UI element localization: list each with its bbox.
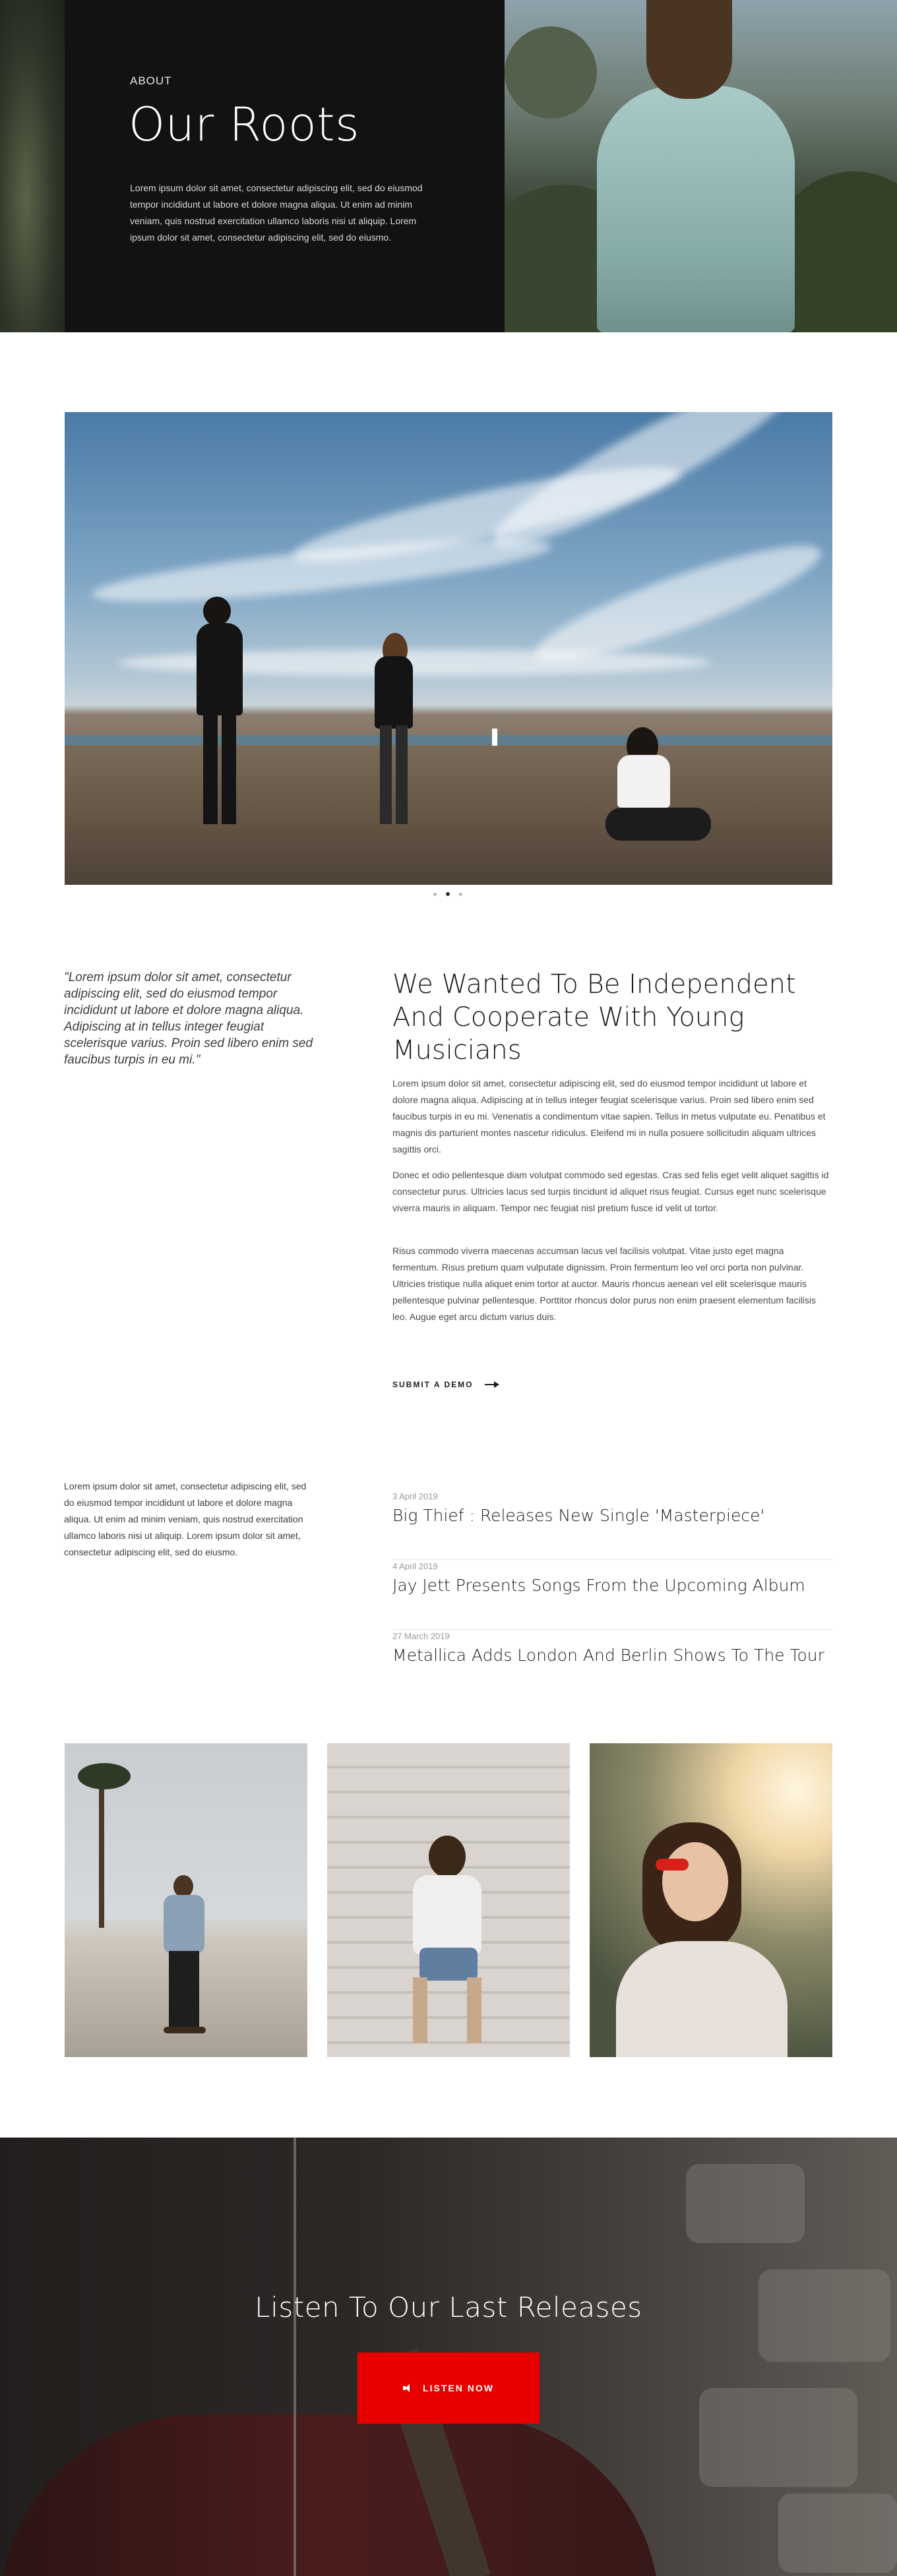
intro-paragraph: Lorem ipsum dolor sit amet, consectetur adipiscing elit, sed do eiusmod tempor incididunt ut labore et dolore magna aliqua. Adipiscing at in tellus integer feugiat scelerisque varius. Proin sed libero enim sed faucibus turpis in eu mi. Venenatis a condimentum vitae sapien. Tellus in metus vulputate eu. Penatibus et magnis dis parturient montes nascetur ridiculus. Eleifend mi in nulla posuere sollicitudin aliquam ultrices sagittis orci. bbox=[392, 1078, 826, 1154]
slider-dot[interactable] bbox=[433, 893, 437, 896]
intro-quote: "Lorem ipsum dolor sit amet, consectetur adipiscing elit, sed do eiusmod tempor incididunt ut labore et dolore magna aliqua. Adipiscing at in tellus integer feugiat scelerisque varius. Proin sed libero enim sed faucibus turpis in eu mi." bbox=[64, 971, 313, 1067]
news-date: 4 April 2019 bbox=[392, 1561, 438, 1571]
gallery-image-skater[interactable] bbox=[65, 1743, 307, 2057]
arrow-right-icon bbox=[485, 1381, 499, 1388]
gallery-image-stairs[interactable] bbox=[327, 1743, 570, 2057]
listen-now-label: LISTEN NOW bbox=[423, 2383, 494, 2393]
intro-paragraph: Risus commodo viverra maecenas accumsan lacus vel facilisis volutpat. Vitae justo eget magna fermentum. Risus pretium quam vulputate dignissim. Proin fermentum leo vel orci porta non pulvinar. Ultricies tristique nulla aliquet enim tortor at auctor. Mauris rhoncus aenean vel elit scelerisque mauris pellentesque pulvinar pellentesque. Porttitor rhoncus dolor purus non enim praesent elementum facilisis leo. Augue eget arcu dictum varius duis. bbox=[392, 1245, 817, 1322]
hero-section bbox=[0, 0, 897, 332]
news-intro-text: Lorem ipsum dolor sit amet, consectetur adipiscing elit, sed do eiusmod tempor incididunt ut labore et dolore magna aliqua. Ut enim ad minim veniam, quis nostrud exercitation ullamco laboris nisi ut aliquip. Lorem ipsum dolor sit amet, consectetur adipiscing elit, sed do eiusmo. bbox=[64, 1481, 307, 1557]
cta-heading: Listen To Our Last Releases bbox=[255, 2291, 642, 2323]
news-item[interactable] bbox=[392, 1631, 833, 1700]
news-title-link[interactable]: Metallica Adds London And Berlin Shows To The Tour bbox=[392, 1646, 824, 1665]
image-slider[interactable] bbox=[65, 412, 832, 885]
submit-demo-label: SUBMIT A DEMO bbox=[392, 1380, 474, 1389]
news-title-link[interactable]: Big Thief : Releases New Single 'Masterpiece' bbox=[392, 1506, 765, 1525]
news-item[interactable] bbox=[392, 1491, 833, 1560]
news-date: 27 March 2019 bbox=[392, 1631, 450, 1641]
hero-description: Lorem ipsum dolor sit amet, consectetur adipiscing elit, sed do eiusmod tempor incididunt ut labore et dolore magna aliqua. Ut enim ad minim veniam, quis nostrud exercitation ullamco laboris nisi ut aliquip. Lorem ipsum dolor sit amet, consectetur adipiscing elit, sed do eiusmo. bbox=[130, 183, 423, 243]
news-date: 3 April 2019 bbox=[392, 1491, 438, 1501]
intro-heading: We Wanted To Be Independent And Cooperate With Young Musicians bbox=[392, 969, 796, 1065]
slider-dot-active[interactable] bbox=[446, 892, 450, 896]
submit-demo-link[interactable] bbox=[392, 1380, 499, 1389]
intro-paragraph: Donec et odio pellentesque diam volutpat commodo sed egestas. Cras sed felis eget velit aliquet sagittis id consectetur purus. Ultricies lacus sed turpis tincidunt id aliquet risus feugiat. Cursus eget nunc scelerisque viverra mauris in aliquam. Tempor nec feugiat nisl pretium fusce id velit ut tortor. bbox=[392, 1170, 829, 1213]
slider-dot[interactable] bbox=[459, 893, 462, 896]
hero-eyebrow: ABOUT bbox=[130, 75, 172, 87]
news-list bbox=[392, 1491, 833, 1700]
hero-background-foliage bbox=[0, 0, 65, 332]
page-title: Our Roots bbox=[129, 98, 360, 152]
gallery-image-woman[interactable] bbox=[590, 1743, 832, 2057]
hero-photo-girl bbox=[505, 0, 897, 332]
speaker-icon bbox=[403, 2384, 412, 2392]
hero-text-panel bbox=[65, 0, 505, 332]
listen-now-button[interactable] bbox=[357, 2352, 540, 2424]
slider-pagination bbox=[432, 891, 465, 898]
news-title-link[interactable]: Jay Jett Presents Songs From the Upcoming Album bbox=[392, 1576, 805, 1595]
news-item[interactable] bbox=[392, 1561, 833, 1630]
